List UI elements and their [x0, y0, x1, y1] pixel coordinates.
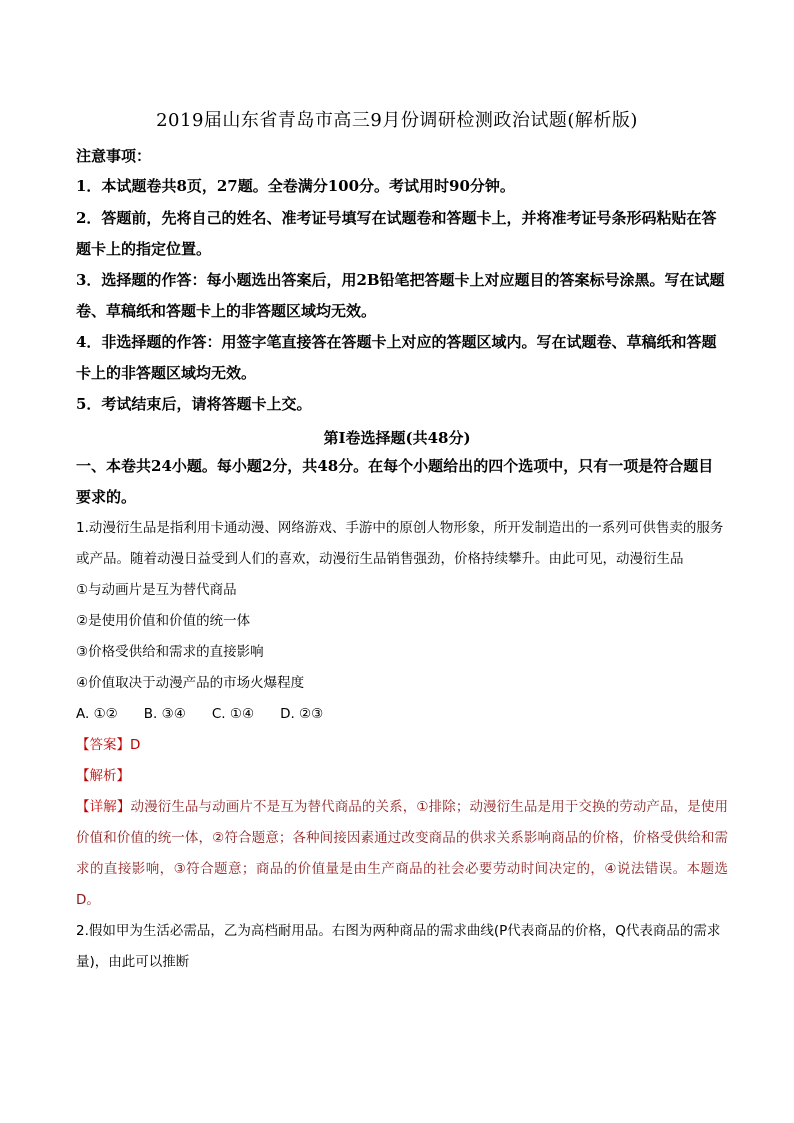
- question-2-stem: 2.假如甲为生活必需品，乙为高档耐用品。右图为两种商品的需求曲线(P代表商品的价格，Q代表商品的需求量)，由此可以推断: [76, 923, 721, 970]
- option-c: C. ①④: [211, 706, 255, 722]
- notice-heading: 注意事项：: [76, 147, 152, 165]
- option-b: B. ③④: [143, 706, 186, 722]
- notice-item-1: 1．本试题卷共8页，27题。全卷满分100分。考试用时90分钟。: [76, 177, 515, 195]
- question-1-statement-4: ④价值取决于动漫产品的市场火爆程度: [76, 675, 305, 691]
- question-1-options: [76, 699, 728, 730]
- option-d: D. ②③: [280, 706, 324, 722]
- section-intro: 一、本卷共24小题。每小题2分，共48分。在每个小题给出的四个选项中，只有一项是符合题目要求的。: [76, 457, 714, 506]
- question-1-statement-1: ①与动画片是互为替代商品: [76, 582, 237, 598]
- notice-item-4: 4．非选择题的作答：用签字笔直接答在答题卡上对应的答题区域内。写在试题卷、草稿纸和答题卡上的非答题区域均无效。: [76, 333, 717, 382]
- question-1-statement-3: ③价格受供给和需求的直接影响: [76, 644, 264, 660]
- document-title: 2019届山东省青岛市高三9月份调研检测政治试题(解析版): [156, 110, 638, 131]
- question-1-stem: 1.动漫衍生品是指利用卡通动漫、网络游戏、手游中的原创人物形象，所开发制造出的一系列可供售卖的服务或产品。随着动漫日益受到人们的喜欢，动漫衍生品销售强劲，价格持续攀升。由此可见，动漫衍生品: [76, 520, 724, 567]
- notice-item-3: 3．选择题的作答：每小题选出答案后，用2B铅笔把答题卡上对应题目的答案标号涂黑。写在试题卷、草稿纸和答题卡上的非答题区域均无效。: [76, 271, 725, 320]
- detail-text: 动漫衍生品与动画片不是互为替代商品的关系，①排除；动漫衍生品是用于交换的劳动产品，是使用价值和价值的统一体，②符合题意；各种间接因素通过改变商品的供求关系影响商品的价格，价格受供给和需求的直接影响，③符合题意；商品的价值量是由生产商品的社会必要劳动时间决定的，④说法错误。本题选D。: [76, 799, 729, 908]
- answer-value: D: [130, 737, 141, 753]
- notice-item-2: 2．答题前，先将自己的姓名、准考证号填写在试题卷和答题卡上，并将准考证号条形码粘贴在答题卡上的指定位置。: [76, 209, 717, 258]
- detail-paragraph: [76, 792, 728, 916]
- analysis-tag: 【解析】: [76, 768, 130, 784]
- option-a: A. ①②: [76, 706, 118, 722]
- answer-tag: 【答案】: [76, 737, 130, 753]
- answer-line: [76, 730, 728, 761]
- question-1-statement-2: ②是使用价值和价值的统一体: [76, 613, 251, 629]
- section-title: 第Ⅰ卷选择题(共48分): [323, 429, 471, 447]
- detail-tag: 【详解】: [76, 799, 131, 815]
- notice-item-5: 5．考试结束后，请将答题卡上交。: [76, 395, 312, 413]
